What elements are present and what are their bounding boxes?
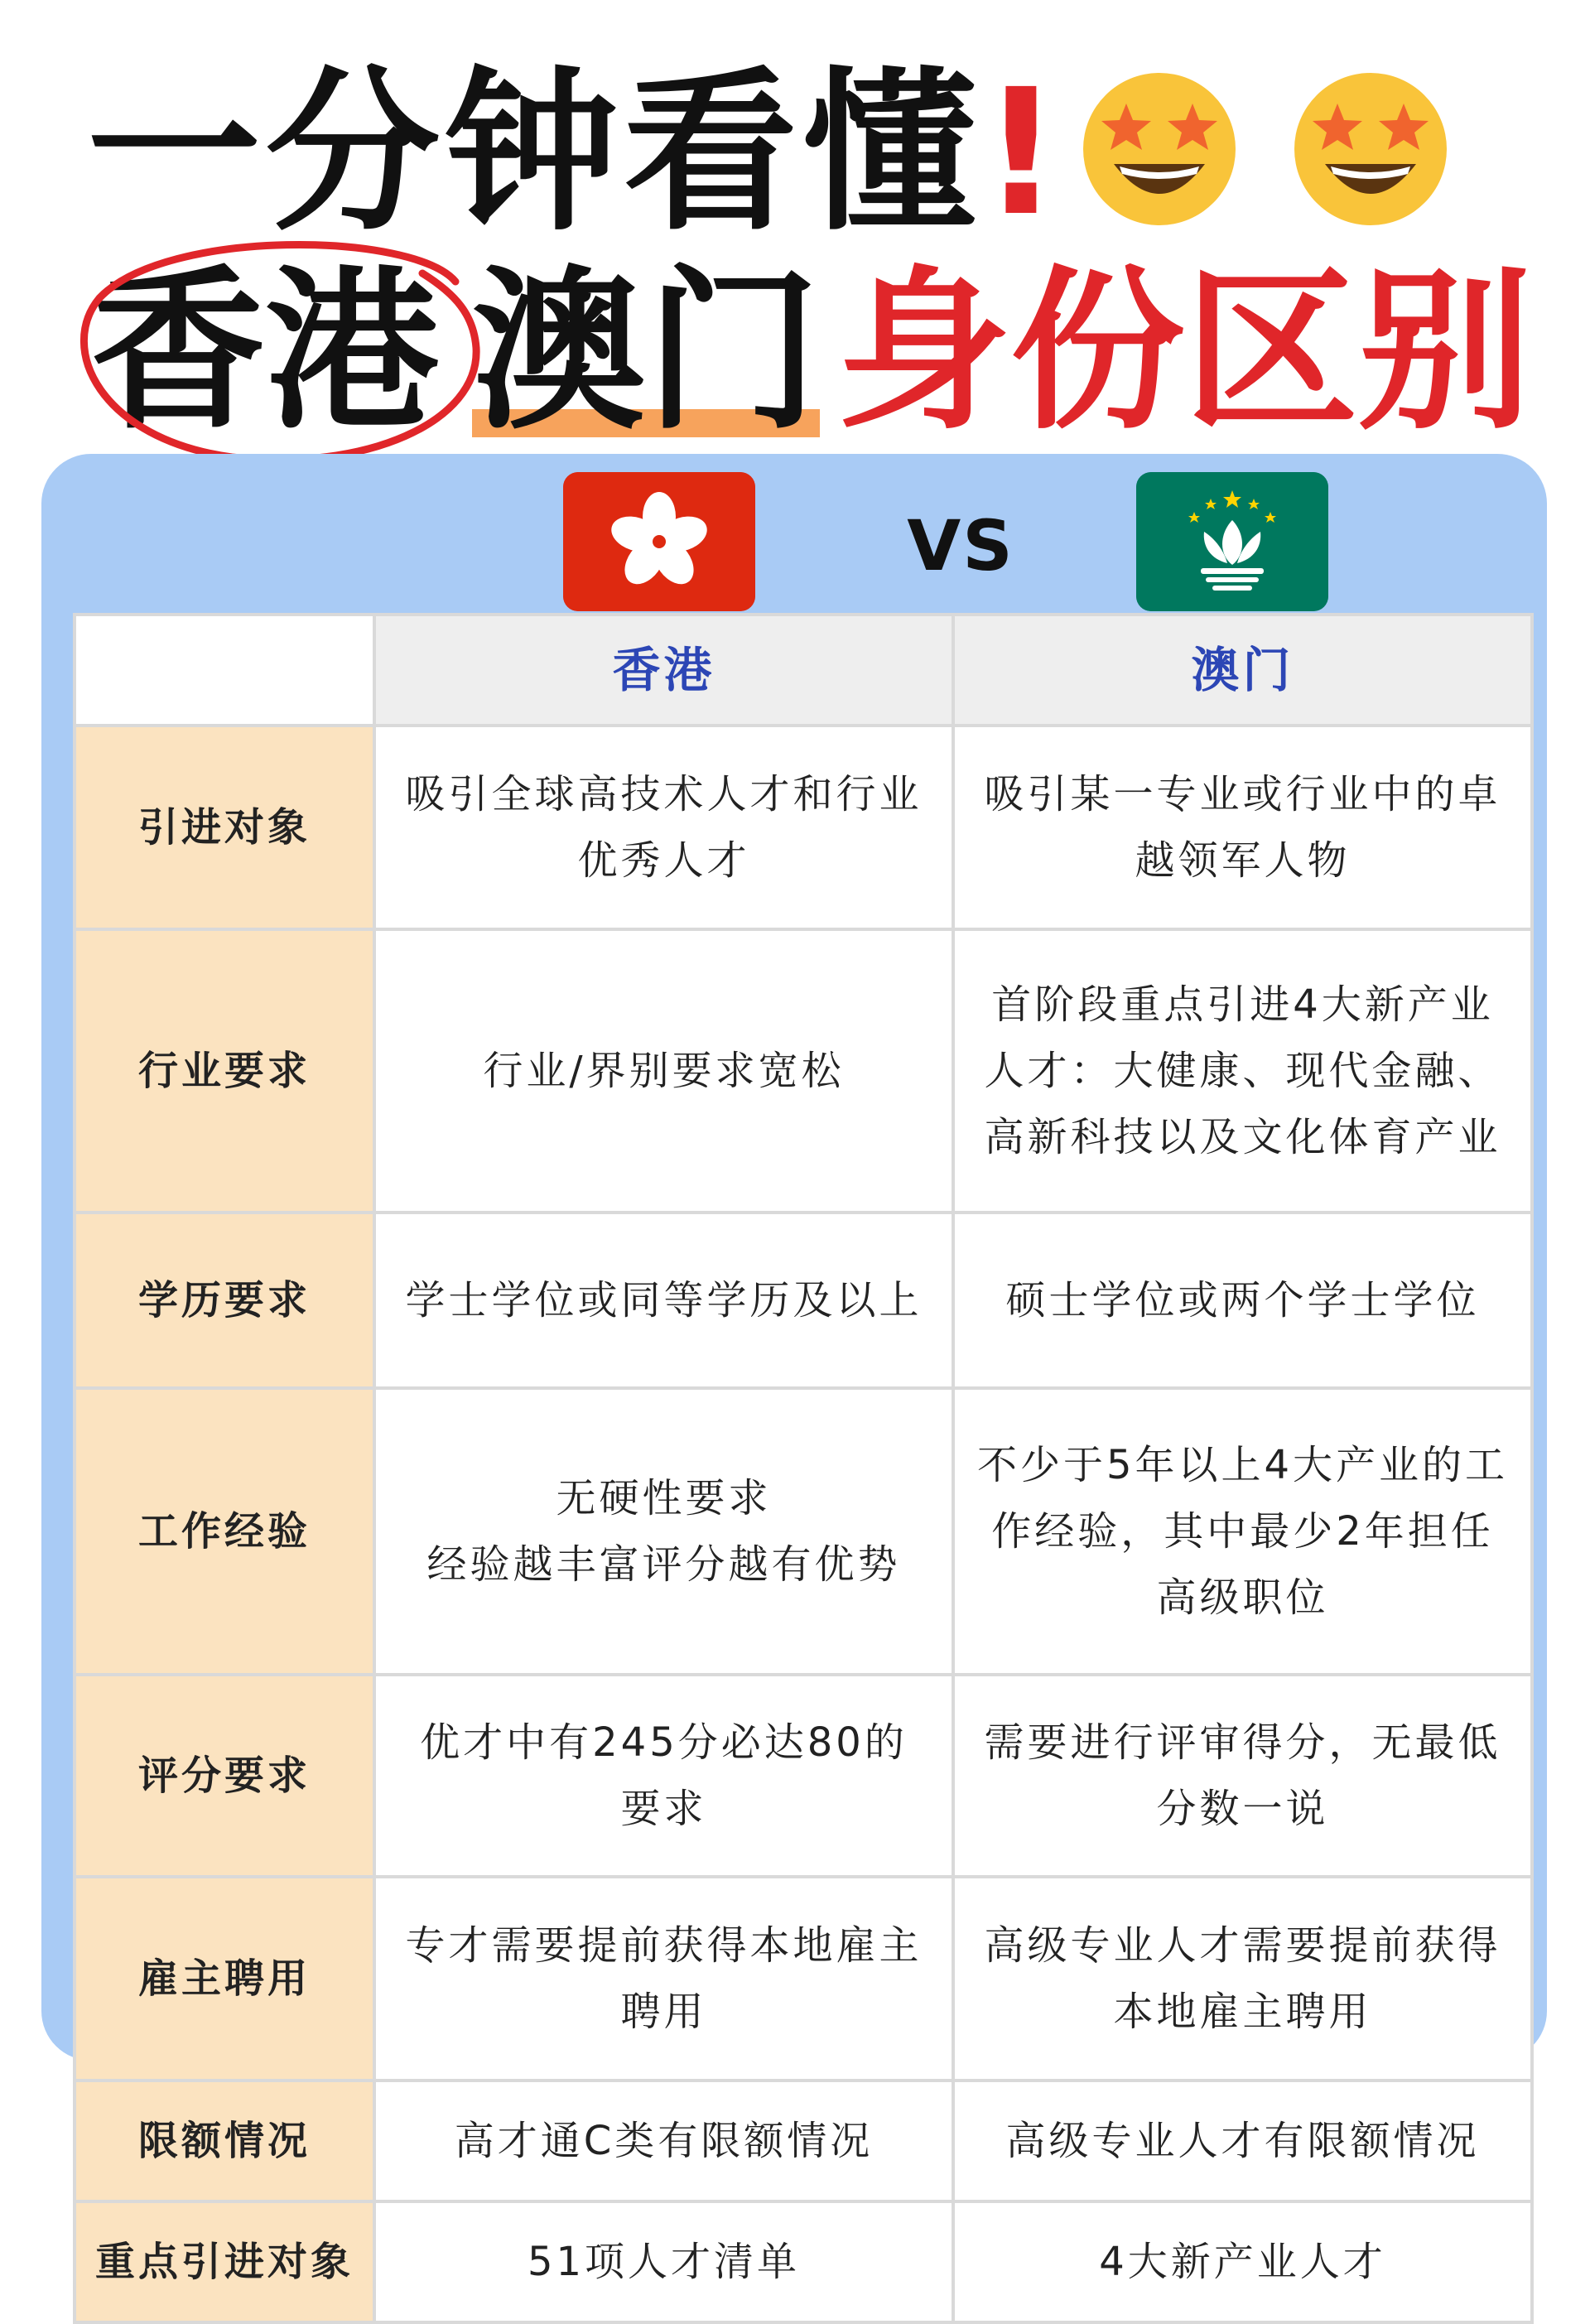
versus-label: VS bbox=[907, 505, 1014, 586]
cell-text-line: 51项人才清单 bbox=[527, 2239, 801, 2285]
row-label bbox=[75, 1877, 374, 2081]
macau-flag-icon bbox=[1136, 472, 1328, 611]
cell-text-line: 高级专业人才需要提前获得 bbox=[984, 1922, 1501, 1969]
cell-text-line: 行业/界别要求宽松 bbox=[483, 1048, 845, 1094]
title-hong-kong: 香港 bbox=[91, 250, 440, 453]
table-header-row bbox=[75, 615, 1532, 726]
cell-hong-kong bbox=[374, 1877, 953, 2081]
cell-text-line: 高级专业人才有限额情况 bbox=[1005, 2118, 1480, 2164]
cell-macau bbox=[953, 1877, 1532, 2081]
cell-text-line: 分数一说 bbox=[1156, 1786, 1329, 1832]
cell-text-line: 不少于5年以上4大产业的工 bbox=[976, 1442, 1509, 1488]
cell-text-line: 作经验，其中最少2年担任 bbox=[991, 1508, 1494, 1555]
table-row bbox=[75, 929, 1532, 1213]
row-label-text: 引进对象 bbox=[137, 804, 311, 851]
cell-text-line: 需要进行评审得分，无最低 bbox=[984, 1719, 1501, 1766]
title-macau bbox=[472, 250, 821, 453]
row-label-text: 学历要求 bbox=[137, 1277, 311, 1324]
row-label bbox=[75, 929, 374, 1213]
hong-kong-flag-icon bbox=[563, 472, 755, 611]
cell-text-line: 无硬性要求 bbox=[556, 1475, 772, 1521]
table-row bbox=[75, 1877, 1532, 2081]
cell-text-line: 吸引某一专业或行业中的卓 bbox=[984, 771, 1501, 817]
cell-hong-kong bbox=[374, 2201, 953, 2322]
row-label-text: 重点引进对象 bbox=[94, 2239, 354, 2285]
row-label-text: 工作经验 bbox=[137, 1508, 311, 1555]
cell-text-line: 硕士学位或两个学士学位 bbox=[1005, 1277, 1480, 1324]
cell-text-line: 高新科技以及文化体育产业 bbox=[984, 1114, 1501, 1160]
row-label bbox=[75, 1213, 374, 1388]
row-label bbox=[75, 1675, 374, 1877]
title-line-1 bbox=[87, 51, 1066, 254]
cell-text-line: 优秀人才 bbox=[577, 837, 750, 884]
cell-macau bbox=[953, 929, 1532, 1213]
cell-macau bbox=[953, 1213, 1532, 1388]
title-text: 一分钟看懂 bbox=[87, 51, 982, 254]
cell-hong-kong bbox=[374, 929, 953, 1213]
star-struck-emoji-icon bbox=[1288, 66, 1453, 232]
cell-macau bbox=[953, 2081, 1532, 2201]
cell-text-line: 首阶段重点引进4大新产业 bbox=[991, 981, 1494, 1028]
cell-text-line: 专才需要提前获得本地雇主 bbox=[405, 1922, 923, 1969]
cell-hong-kong bbox=[374, 1675, 953, 1877]
table-row bbox=[75, 2081, 1532, 2201]
cell-macau bbox=[953, 2201, 1532, 2322]
cell-text-line: 越领军人物 bbox=[1135, 837, 1351, 884]
cell-text-line: 优才中有245分必达80的 bbox=[420, 1719, 908, 1766]
row-label-text: 评分要求 bbox=[137, 1753, 311, 1799]
cell-text-line: 聘用 bbox=[620, 1989, 707, 2035]
cell-text-line: 4大新产业人才 bbox=[1099, 2239, 1386, 2285]
table-row bbox=[75, 2201, 1532, 2322]
cell-macau bbox=[953, 1388, 1532, 1675]
cell-hong-kong bbox=[374, 2081, 953, 2201]
cell-macau bbox=[953, 1675, 1532, 1877]
cell-text-line: 经验越丰富评分越有优势 bbox=[426, 1541, 901, 1588]
cell-text-line: 高级职位 bbox=[1156, 1574, 1329, 1621]
title-identity-difference: 身份区别 bbox=[836, 250, 1533, 453]
header-macau: 澳门 bbox=[953, 615, 1532, 726]
header-blank bbox=[75, 615, 374, 726]
table-row bbox=[75, 1675, 1532, 1877]
cell-hong-kong bbox=[374, 1213, 953, 1388]
cell-text-line: 学士学位或同等学历及以上 bbox=[405, 1277, 923, 1324]
table-row bbox=[75, 1213, 1532, 1388]
row-label-text: 雇主聘用 bbox=[137, 1955, 311, 2002]
cell-hong-kong bbox=[374, 1388, 953, 1675]
cell-text-line: 要求 bbox=[620, 1786, 707, 1832]
cell-macau bbox=[953, 726, 1532, 929]
row-label bbox=[75, 2081, 374, 2201]
cell-text-line: 人才：大健康、现代金融、 bbox=[984, 1048, 1501, 1094]
cell-hong-kong bbox=[374, 726, 953, 929]
title-exclamation: ! bbox=[981, 51, 1066, 254]
row-label bbox=[75, 1388, 374, 1675]
table-row bbox=[75, 1388, 1532, 1675]
cell-text-line: 吸引全球高技术人才和行业 bbox=[405, 771, 923, 817]
row-label-text: 行业要求 bbox=[137, 1048, 311, 1094]
cell-text-line: 本地雇主聘用 bbox=[1113, 1989, 1372, 2035]
row-label bbox=[75, 2201, 374, 2322]
header-hong-kong: 香港 bbox=[374, 615, 953, 726]
title-macau-text: 澳门 bbox=[472, 250, 821, 453]
table-row bbox=[75, 726, 1532, 929]
row-label bbox=[75, 726, 374, 929]
comparison-table bbox=[73, 613, 1534, 2324]
cell-text-line: 高才通C类有限额情况 bbox=[454, 2118, 874, 2164]
row-label-text: 限额情况 bbox=[137, 2118, 311, 2164]
star-struck-emoji-icon bbox=[1077, 66, 1242, 232]
hand-drawn-circle bbox=[66, 224, 497, 472]
